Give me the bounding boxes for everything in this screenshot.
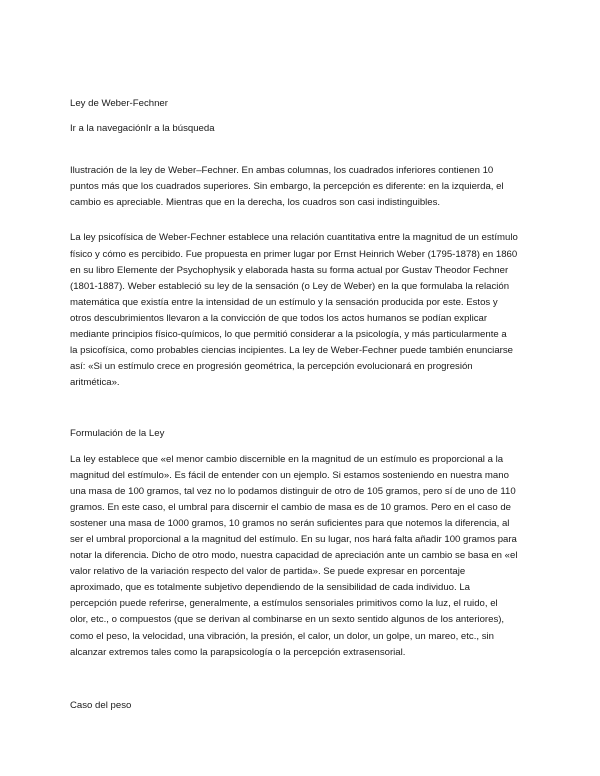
intro-line: mediante principios físico-químicos, lo que permitió considerar a la psicología, y más particularmente a [70, 329, 507, 341]
intro-line: (1801-1887). Weber estableció su ley de la sensación (o Ley de Weber) en la que formulaba la relación [70, 280, 510, 292]
formulation-line: olor, etc., o compuestos (que se derivan al combinarse en un sexto sentido algunos de los anteriores), [70, 614, 505, 626]
section-heading: Formulación de la Ley [70, 428, 165, 440]
formulation-line: una masa de 100 gramos, tal vez no lo podamos distinguir de otro de 105 gramos, pero sí de uno de 110 [70, 485, 516, 497]
formulation-line: La ley establece que «el menor cambio discernible en la magnitud de un estímulo es proporcional a la [70, 453, 504, 465]
formulation-line: ser el umbral proporcional a la magnitud del estímulo. En su lugar, nos hará falta añadir 100 gramos para [70, 533, 517, 545]
formulation-line: gramos. En este caso, el umbral para discernir el cambio de masa es de 10 gramos. Pero en el caso de [70, 501, 512, 513]
intro-line: La ley psicofísica de Weber-Fechner establece una relación cuantitativa entre la magnitud de un estímulo [70, 232, 518, 244]
intro-paragraph [70, 230, 532, 391]
intro-line: otros descubrimientos llevaron a la convicción de que todos los actos humanos se podían explicar [70, 312, 488, 324]
formulation-line: como el peso, la velocidad, una vibración, la presión, el calor, un dolor, un golpe, un mareo, etc., sin [70, 630, 494, 642]
document-page [70, 96, 532, 714]
navigation-links[interactable]: Ir a la navegaciónIr a la búsqueda [70, 123, 215, 135]
caption-line: cambio es apreciable. Mientras que en la derecha, los cuadros son casi indistinguibles. [70, 197, 441, 209]
intro-line: así: «Si un estímulo crece en progresión geométrica, la percepción evolucionará en progresión [70, 361, 473, 373]
subsection-heading: Caso del peso [70, 699, 132, 711]
intro-line: aritmética». [70, 377, 120, 389]
intro-line: físico y cómo es percibido. Fue propuesta en primer lugar por Ernst Heinrich Weber (1795-1878) en 1860 [70, 248, 518, 260]
formulation-line: notar la diferencia. Dicho de otro modo, nuestra capacidad de apreciación ante un cambio se basa en «el [70, 550, 518, 562]
formulation-line: valor relativo de la variación respecto del valor de partida». Se puede expresar en porcentaje [70, 566, 466, 578]
formulation-line: aproximado, que es totalmente subjetivo dependiendo de la sensibilidad de cada individuo. La [70, 582, 471, 594]
formulation-line: sostener una masa de 1000 gramos, 10 gramos no serán suficientes para que notemos la diferencia, al [70, 517, 510, 529]
intro-line: en su libro Elemente der Psychophysik y elaborada hasta su forma actual por Gustav Theodor Fechner [70, 264, 509, 276]
image-caption [70, 163, 532, 211]
formulation-line: magnitud del estímulo». Es fácil de entender con un ejemplo. Si estamos sosteniendo en nuestra mano [70, 469, 509, 481]
caption-line: Ilustración de la ley de Weber–Fechner. En ambas columnas, los cuadrados inferiores contienen 10 [70, 165, 494, 177]
page-title: Ley de Weber-Fechner [70, 98, 168, 109]
formulation-line: percepción puede referirse, generalmente, a estímulos sensoriales primitivos como la luz, el ruido, el [70, 598, 498, 610]
formulation-paragraph [70, 452, 532, 661]
caption-line: puntos más que los cuadrados superiores. Sin embargo, la percepción es diferente: en la izquierda, el [70, 181, 504, 193]
intro-line: matemática que existía entre la intensidad de un estímulo y la sensación producida por este. Estos y [70, 296, 498, 308]
intro-line: la psicofísica, como probables ciencias incipientes. La ley de Weber-Fechner puede también enunciarse [70, 345, 513, 357]
formulation-line: alcanzar extremos tales como la parapsicología o la percepción extrasensorial. [70, 646, 406, 658]
